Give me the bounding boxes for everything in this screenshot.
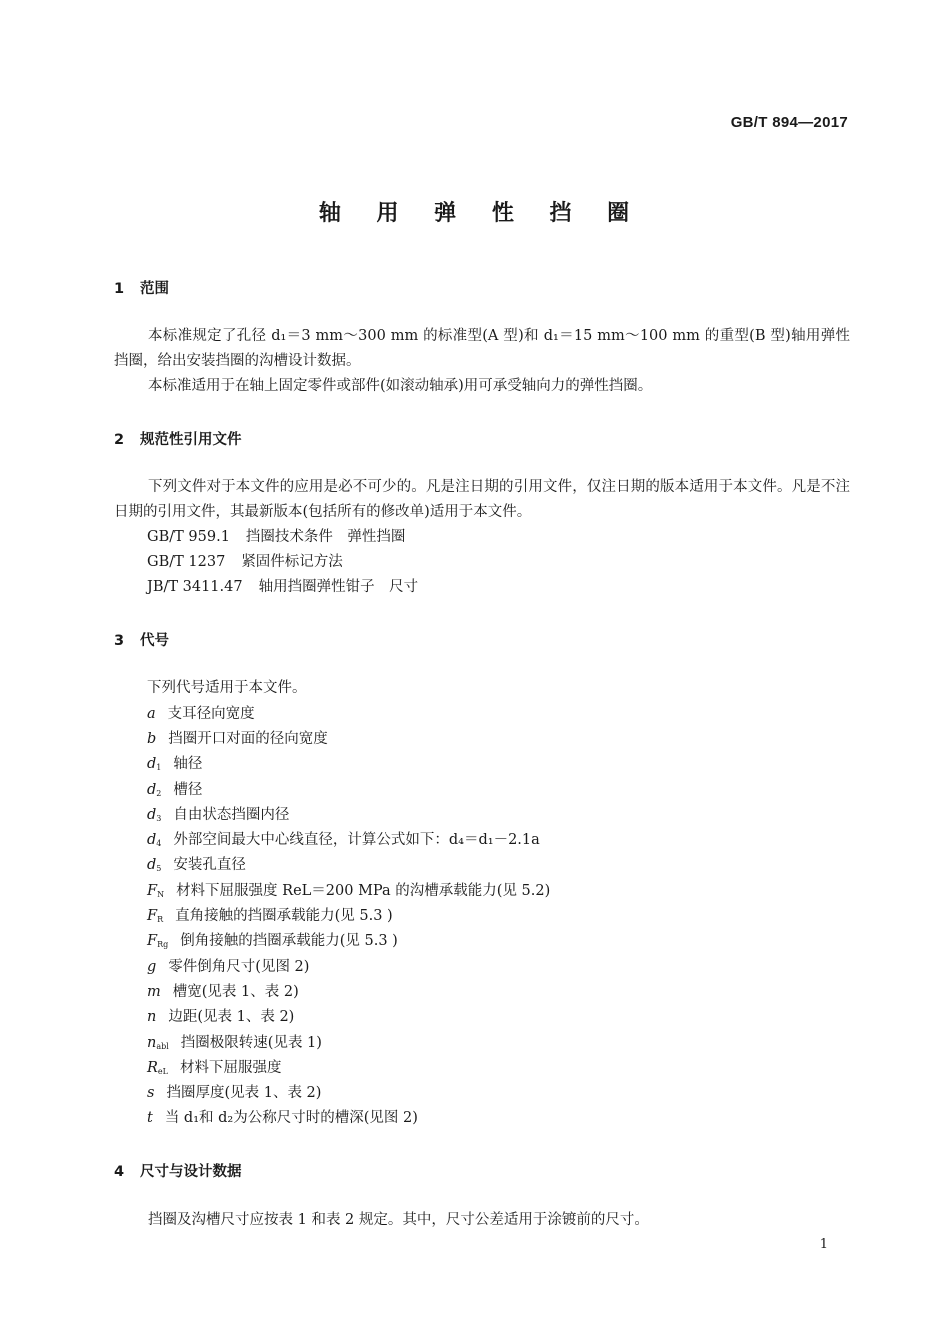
symbol-item — [147, 929, 398, 950]
symbol-item — [147, 879, 550, 900]
symbol-definition: 槽径 — [173, 782, 203, 798]
symbol: $R_{eL}$ — [147, 1060, 168, 1076]
page-number: 1 — [819, 1237, 828, 1252]
symbol: t — [147, 1110, 153, 1126]
reference-title: 轴用挡圈弹性钳子 尺寸 — [258, 579, 419, 595]
symbol-item — [147, 1056, 281, 1077]
symbol-definition: 材料下屈服强度 — [179, 1060, 282, 1076]
symbol-item — [147, 853, 246, 874]
section-title: 范围 — [140, 281, 169, 297]
symbol-definition: 轴径 — [173, 756, 203, 772]
section-1-heading — [114, 277, 169, 298]
reference-item — [147, 525, 405, 546]
symbol-item — [147, 828, 540, 849]
standard-number: GB/T 894—2017 — [730, 114, 848, 131]
symbol-definition: 槽宽(见表 1、表 2) — [172, 984, 299, 1000]
symbol: $d_5$ — [147, 857, 162, 873]
section-number: 4 — [114, 1164, 125, 1180]
symbol: $n_{abl}$ — [147, 1035, 169, 1051]
symbol-definition: 挡圈厚度(见表 1、表 2) — [166, 1085, 322, 1101]
symbol-item — [147, 778, 202, 799]
reference-item — [147, 550, 343, 571]
symbol-item — [147, 702, 255, 723]
symbol-definition: 挡圈极限转速(见表 1) — [180, 1035, 322, 1051]
reference-code: GB/T 959.1 — [147, 529, 230, 545]
section-title: 代号 — [140, 633, 169, 649]
symbol-item — [147, 980, 299, 1001]
symbol: $F_{Rg}$ — [147, 933, 169, 949]
section-3-heading — [114, 629, 169, 650]
symbol-item — [147, 727, 328, 748]
normative-intro: 下列文件对于本文件的应用是必不可少的。凡是注日期的引用文件，仅注日期的版本适用于本文件。凡是不注日期的引用文件，其最新版本(包括所有的修改单)适用于本文件。 — [114, 479, 850, 520]
symbol: $d_3$ — [147, 807, 162, 823]
symbol-definition: 安装孔直径 — [173, 857, 246, 873]
section-title: 尺寸与设计数据 — [140, 1164, 242, 1180]
symbol-item — [147, 1005, 294, 1026]
section-2-heading — [114, 428, 242, 449]
symbol-item — [147, 1031, 322, 1052]
symbol-definition: 材料下屈服强度 ReL＝200 MPa 的沟槽承载能力(见 5.2) — [176, 883, 551, 899]
symbol-item — [147, 904, 393, 925]
symbol: s — [147, 1085, 155, 1101]
symbol: a — [147, 706, 156, 722]
section-title: 规范性引用文件 — [140, 432, 242, 448]
reference-code: JB/T 3411.47 — [147, 579, 243, 595]
symbol-definition: 自由状态挡圈内径 — [173, 807, 290, 823]
symbol-definition: 支耳径向宽度 — [167, 706, 255, 722]
section-number: 3 — [114, 633, 125, 649]
symbol: $d_2$ — [147, 782, 162, 798]
symbol: $d_1$ — [147, 756, 162, 772]
symbol-definition: 倒角接触的挡圈承载能力(见 5.3 ) — [180, 933, 398, 949]
symbol-definition: 边距(见表 1、表 2) — [168, 1009, 295, 1025]
symbol: m — [147, 984, 161, 1000]
symbol: $d_4$ — [147, 832, 162, 848]
symbol-item — [147, 1106, 418, 1127]
symbol: $F_R$ — [147, 908, 164, 924]
scope-paragraph-1: 本标准规定了孔径 d₁＝3 mm～300 mm 的标准型(A 型)和 d₁＝15 mm～100 mm 的重型(B 型)轴用弹性挡圈，给出安装挡圈的沟槽设计数据。 — [114, 328, 850, 369]
symbol: g — [147, 959, 157, 975]
symbol: b — [147, 731, 157, 747]
symbol-definition: 零件倒角尺寸(见图 2) — [168, 959, 310, 975]
dimensions-paragraph: 挡圈及沟槽尺寸应按表 1 和表 2 规定。其中，尺寸公差适用于涂镀前的尺寸。 — [148, 1212, 649, 1228]
reference-code: GB/T 1237 — [147, 554, 226, 570]
scope-paragraph-2: 本标准适用于在轴上固定零件或部件(如滚动轴承)用可承受轴向力的弹性挡圈。 — [148, 378, 653, 394]
section-number: 1 — [114, 281, 125, 297]
symbol-item — [147, 955, 309, 976]
symbol-item — [147, 1081, 321, 1102]
symbol: n — [147, 1009, 157, 1025]
symbol-item — [147, 803, 289, 824]
symbol-item — [147, 752, 202, 773]
symbol-definition: 当 d₁和 d₂为公称尺寸时的槽深(见图 2) — [164, 1110, 418, 1126]
symbol-definition: 外部空间最大中心线直径，计算公式如下：d₄＝d₁－2.1a — [173, 832, 540, 848]
reference-title: 挡圈技术条件 弹性挡圈 — [245, 529, 406, 545]
symbol-definition: 直角接触的挡圈承载能力(见 5.3 ) — [175, 908, 393, 924]
reference-item — [147, 575, 418, 596]
document-title: 轴 用 弹 性 挡 圈 — [318, 201, 644, 226]
reference-title: 紧固件标记方法 — [241, 554, 343, 570]
symbol: $F_N$ — [147, 883, 165, 899]
section-number: 2 — [114, 432, 125, 448]
symbol-definition: 挡圈开口对面的径向宽度 — [168, 731, 328, 747]
section-4-heading — [114, 1160, 242, 1181]
symbols-intro: 下列代号适用于本文件。 — [147, 680, 307, 696]
